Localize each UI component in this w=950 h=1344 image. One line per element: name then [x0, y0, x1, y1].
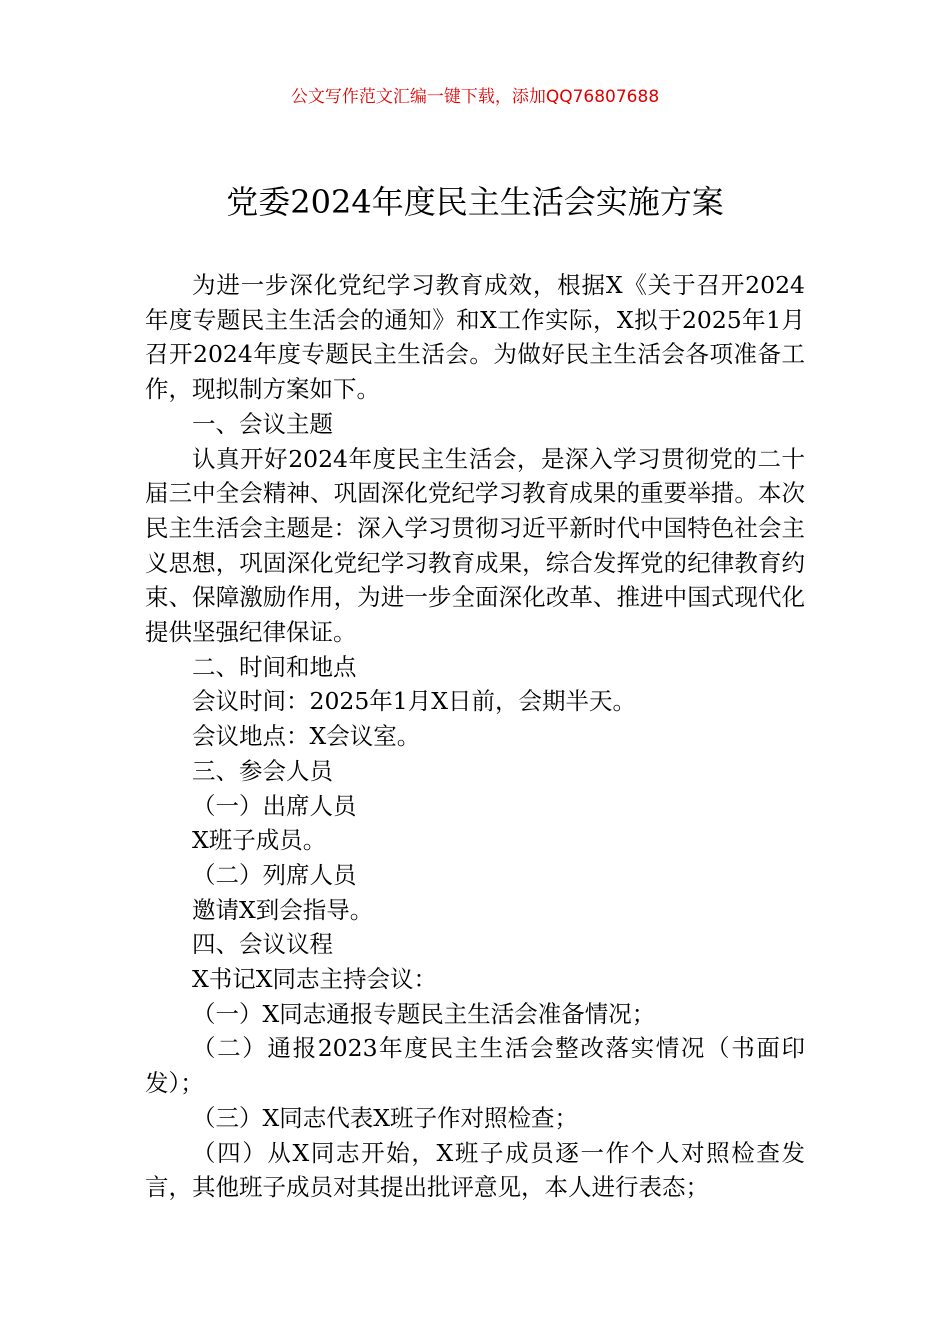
- attending-members: X班子成员。: [192, 826, 327, 855]
- intro-paragraph: 为进一步深化党纪学习教育成效，根据X《关于召开2024年度专题民主生活会的通知》和X工作实际，X拟于2025年1月召开2024年度专题民主生活会。为做好民主生活会各项准备工作，现拟制方案如下。: [145, 271, 805, 404]
- document-body: [145, 268, 805, 1205]
- section-heading-agenda: 四、会议议程: [192, 930, 333, 959]
- observer-members: 邀请X到会指导。: [192, 895, 374, 924]
- subheading-attending: （一）出席人员: [192, 791, 357, 820]
- meeting-time: 会议时间：2025年1月X日前，会期半天。: [192, 687, 636, 716]
- section-heading-theme: 一、会议主题: [192, 409, 333, 438]
- section-heading-attendees: 三、参会人员: [192, 756, 333, 785]
- subheading-observers: （二）列席人员: [192, 860, 357, 889]
- meeting-place: 会议地点：X会议室。: [192, 722, 421, 751]
- agenda-item-1: （一）X同志通报专题民主生活会准备情况；: [192, 999, 656, 1028]
- agenda-item-3: （三）X同志代表X班子作对照检查；: [192, 1103, 578, 1132]
- download-notice: 公文写作范文汇编一键下载，添加QQ76807688: [290, 87, 660, 107]
- section-heading-time-place: 二、时间和地点: [192, 652, 357, 681]
- document-title: 党委2024年度民主生活会实施方案: [226, 183, 724, 221]
- agenda-item-2: （二）通报2023年度民主生活会整改落实情况（书面印发）；: [145, 1034, 805, 1098]
- agenda-host: X书记X同志主持会议：: [192, 965, 437, 994]
- agenda-item-4: （四）从X同志开始，X班子成员逐一作个人对照检查发言，其他班子成员对其提出批评意见，本人进行表态；: [145, 1138, 805, 1202]
- theme-paragraph: 认真开好2024年度民主生活会，是深入学习贯彻党的二十届三中全会精神、巩固深化党纪学习教育成果的重要举措。本次民主生活会主题是：深入学习贯彻习近平新时代中国特色社会主义思想，巩固深化党纪学习教育成果，综合发挥党的纪律教育约束、保障激励作用，为进一步全面深化改革、推进中国式现代化提供坚强纪律保证。: [145, 444, 805, 647]
